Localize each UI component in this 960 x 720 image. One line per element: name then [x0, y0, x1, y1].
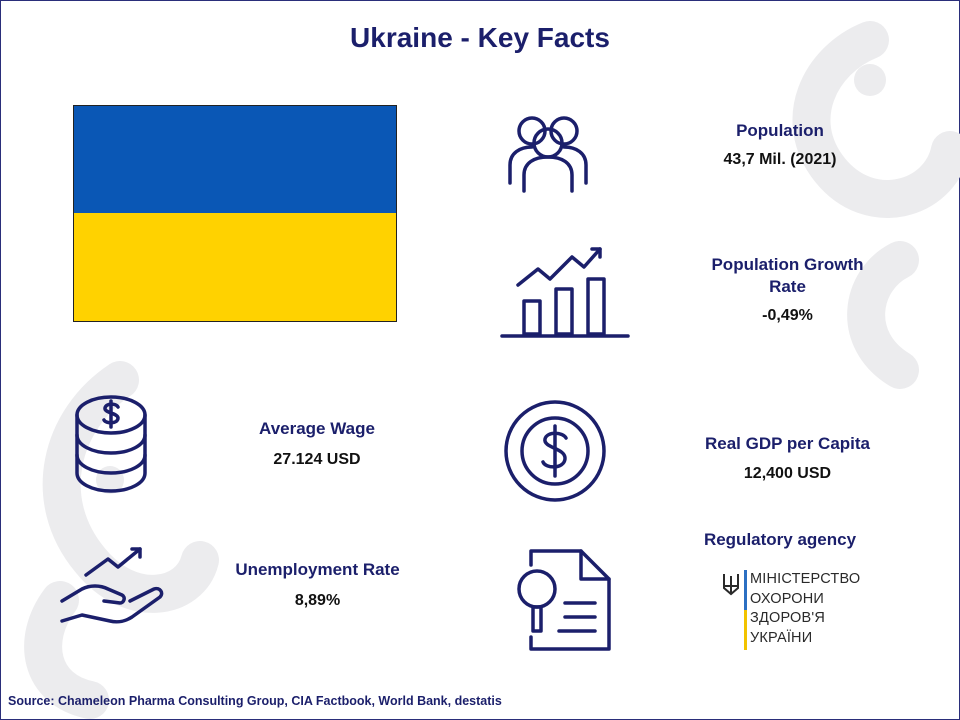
ministry-name: [750, 570, 860, 648]
flag-yellow-stripe: [74, 213, 396, 321]
flag-blue-stripe: [74, 106, 396, 213]
source-footnote: Source: Chameleon Pharma Consulting Group, CIA Factbook, World Bank, destatis: [8, 694, 502, 708]
regulatory-label: Regulatory agency: [703, 530, 857, 549]
hand-trend-icon: [60, 545, 168, 629]
gdp-label: Real GDP per Capita: [704, 434, 871, 453]
population-label: Population: [736, 121, 824, 140]
trident-icon: [722, 572, 740, 596]
gdp-value: 12,400 USD: [743, 465, 832, 482]
page-title: Ukraine - Key Facts: [350, 22, 610, 53]
ukraine-flag: [73, 105, 397, 322]
document-search-icon: [515, 549, 611, 651]
growth-label-line1: Population Growth: [711, 255, 864, 274]
people-icon: [502, 113, 594, 195]
ministry-name-line: ОХОРОНИ: [750, 590, 825, 607]
population-value: 43,7 Mil. (2021): [723, 151, 837, 168]
ministry-name-line: МІНІСТЕРСТВО: [750, 571, 861, 587]
dollar-coin-icon: [502, 398, 608, 504]
growth-label-line2: Rate: [769, 277, 806, 296]
ministry-name-line: УКРАЇНИ: [750, 629, 813, 646]
wage-value: 27.124 USD: [273, 451, 361, 468]
unemployment-label: Unemployment Rate: [235, 560, 400, 579]
ministry-name-line: ЗДОРОВ'Я: [750, 610, 825, 626]
bar-chart-growth-icon: [500, 245, 630, 340]
growth-value: -0,49%: [762, 307, 813, 324]
logo-divider: [744, 570, 747, 650]
coin-stack-icon: [72, 393, 150, 495]
unemployment-value: 8,89%: [294, 592, 341, 609]
ministry-of-health-logo: [722, 570, 862, 650]
growth-label: [680, 254, 895, 298]
wage-label: Average Wage: [259, 419, 375, 438]
